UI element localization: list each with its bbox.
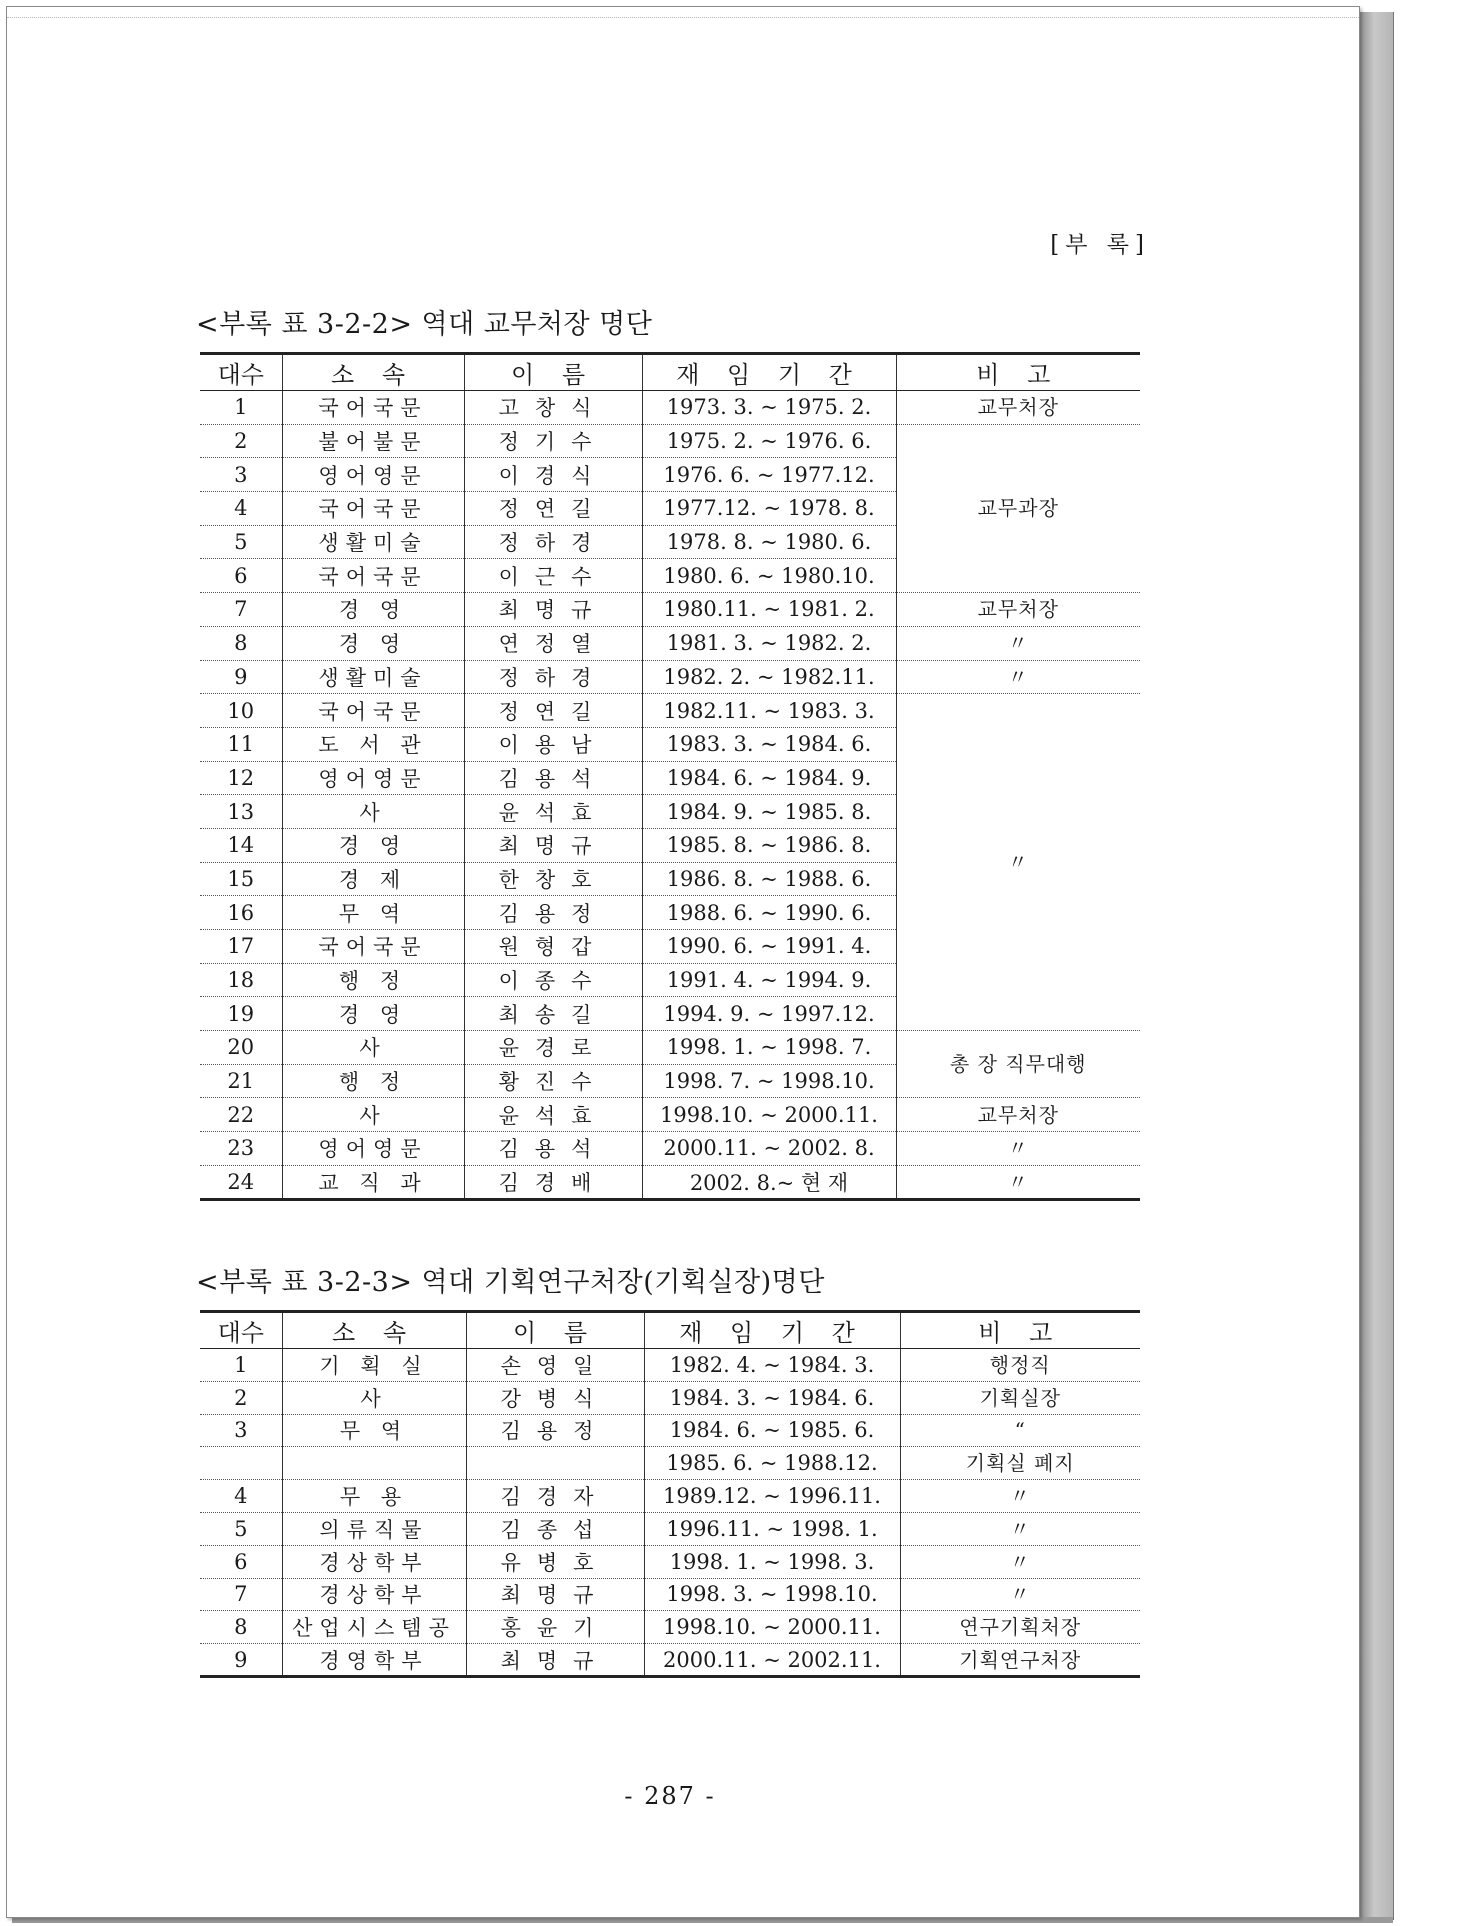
academic-affairs-deans-table xyxy=(200,352,1140,1201)
header-term: 재 임 기 간 xyxy=(642,354,896,391)
cell-term: 1994. 9. ~ 1997.12. xyxy=(642,997,896,1031)
cell-generation: 22 xyxy=(200,1098,282,1132)
cell-term: 1977.12. ~ 1978. 8. xyxy=(642,492,896,526)
cell-affiliation: 국어국문 xyxy=(282,559,464,593)
cell-generation: 23 xyxy=(200,1132,282,1166)
table-row xyxy=(200,660,1140,694)
cell-name: 이종수 xyxy=(464,963,642,997)
cell-term: 1996.11. ~ 1998. 1. xyxy=(644,1512,900,1545)
table-title-planning-research: <부록 표 3-2-3> 역대 기획연구처장(기획실장)명단 xyxy=(196,1267,825,1298)
cell-note: 교무과장 xyxy=(896,424,1140,592)
cell-term: 1980. 6. ~ 1980.10. xyxy=(642,559,896,593)
cell-name: 강병식 xyxy=(466,1381,644,1414)
cell-term: 2000.11. ~ 2002.11. xyxy=(644,1644,900,1677)
table-row xyxy=(200,1611,1140,1644)
cell-term: 1984. 9. ~ 1985. 8. xyxy=(642,795,896,829)
cell-affiliation: 경상학부 xyxy=(282,1578,466,1611)
cell-affiliation: 행 정 xyxy=(282,963,464,997)
cell-term: 1989.12. ~ 1996.11. xyxy=(644,1480,900,1513)
cell-generation: 13 xyxy=(200,795,282,829)
cell-term: 2000.11. ~ 2002. 8. xyxy=(642,1132,896,1166)
cell-generation: 15 xyxy=(200,862,282,896)
cell-note: 〃 xyxy=(896,1132,1140,1166)
cell-affiliation: 무 용 xyxy=(282,1480,466,1513)
cell-generation: 2 xyxy=(200,424,282,458)
header-name: 이 름 xyxy=(466,1312,644,1349)
cell-generation: 16 xyxy=(200,896,282,930)
cell-generation: 7 xyxy=(200,1578,282,1611)
table-row xyxy=(200,593,1140,627)
cell-term: 1984. 6. ~ 1984. 9. xyxy=(642,761,896,795)
appendix-label: [부 록] xyxy=(1050,232,1150,258)
cell-name: 정연길 xyxy=(464,694,642,728)
cell-term: 1975. 2. ~ 1976. 6. xyxy=(642,424,896,458)
cell-name: 유병호 xyxy=(466,1545,644,1578)
cell-affiliation: 경 영 xyxy=(282,828,464,862)
cell-affiliation: 사 xyxy=(282,795,464,829)
cell-term: 1998. 1. ~ 1998. 7. xyxy=(642,1031,896,1065)
cell-name: 정하경 xyxy=(464,525,642,559)
cell-note: 기획실 폐지 xyxy=(900,1447,1140,1480)
cell-name: 김용석 xyxy=(464,761,642,795)
cell-note: 교무처장 xyxy=(896,1098,1140,1132)
cell-affiliation: 불어불문 xyxy=(282,424,464,458)
cell-note: 〃 xyxy=(896,660,1140,694)
table-row xyxy=(200,626,1140,660)
cell-generation: 11 xyxy=(200,727,282,761)
cell-affiliation: 도 서 관 xyxy=(282,727,464,761)
header-note: 비 고 xyxy=(896,354,1140,391)
cell-term: 1998.10. ~ 2000.11. xyxy=(644,1611,900,1644)
cell-note: 〃 xyxy=(896,1165,1140,1199)
cell-generation: 8 xyxy=(200,1611,282,1644)
cell-name: 최명규 xyxy=(466,1578,644,1611)
cell-note: 기획연구처장 xyxy=(900,1644,1140,1677)
cell-generation: 12 xyxy=(200,761,282,795)
cell-generation xyxy=(200,1447,282,1480)
header-name: 이 름 xyxy=(464,354,642,391)
cell-affiliation: 경 영 xyxy=(282,626,464,660)
table-header-row xyxy=(200,1312,1140,1349)
cell-name xyxy=(466,1447,644,1480)
cell-generation: 10 xyxy=(200,694,282,728)
cell-term: 1998. 7. ~ 1998.10. xyxy=(642,1064,896,1098)
cell-affiliation: 경 영 xyxy=(282,997,464,1031)
header-generation: 대수 xyxy=(200,354,282,391)
cell-note: 행정직 xyxy=(900,1349,1140,1382)
cell-generation: 6 xyxy=(200,559,282,593)
cell-affiliation: 교 직 과 xyxy=(282,1165,464,1199)
page-number: - 287 - xyxy=(624,1782,716,1810)
cell-affiliation: 무 역 xyxy=(282,896,464,930)
cell-generation: 8 xyxy=(200,626,282,660)
cell-term: 1978. 8. ~ 1980. 6. xyxy=(642,525,896,559)
cell-affiliation: 무 역 xyxy=(282,1414,466,1447)
header-generation: 대수 xyxy=(200,1312,282,1349)
table-row xyxy=(200,694,1140,728)
cell-name: 정연길 xyxy=(464,492,642,526)
table-row xyxy=(200,1578,1140,1611)
table-row xyxy=(200,391,1140,425)
cell-name: 김용정 xyxy=(466,1414,644,1447)
table-row xyxy=(200,1480,1140,1513)
cell-term: 1984. 3. ~ 1984. 6. xyxy=(644,1381,900,1414)
cell-note: 교무처장 xyxy=(896,391,1140,425)
cell-name: 정하경 xyxy=(464,660,642,694)
table-row xyxy=(200,1165,1140,1199)
cell-generation: 19 xyxy=(200,997,282,1031)
cell-generation: 5 xyxy=(200,1512,282,1545)
cell-affiliation: 기 획 실 xyxy=(282,1349,466,1382)
cell-term: 1998. 3. ~ 1998.10. xyxy=(644,1578,900,1611)
cell-name: 최송길 xyxy=(464,997,642,1031)
header-term: 재 임 기 간 xyxy=(644,1312,900,1349)
cell-affiliation: 영어영문 xyxy=(282,458,464,492)
cell-name: 김용석 xyxy=(464,1132,642,1166)
cell-generation: 24 xyxy=(200,1165,282,1199)
cell-note: 교무처장 xyxy=(896,593,1140,627)
cell-name: 연정열 xyxy=(464,626,642,660)
cell-term: 1998.10. ~ 2000.11. xyxy=(642,1098,896,1132)
cell-name: 고창식 xyxy=(464,391,642,425)
table-row xyxy=(200,424,1140,458)
cell-note: 연구기획처장 xyxy=(900,1611,1140,1644)
cell-generation: 3 xyxy=(200,458,282,492)
cell-generation: 21 xyxy=(200,1064,282,1098)
cell-generation: 17 xyxy=(200,930,282,964)
cell-term: 1988. 6. ~ 1990. 6. xyxy=(642,896,896,930)
cell-affiliation: 국어국문 xyxy=(282,694,464,728)
cell-term: 1976. 6. ~ 1977.12. xyxy=(642,458,896,492)
cell-term: 1998. 1. ~ 1998. 3. xyxy=(644,1545,900,1578)
cell-note: 〃 xyxy=(900,1578,1140,1611)
cell-term: 1990. 6. ~ 1991. 4. xyxy=(642,930,896,964)
cell-term: 1982. 2. ~ 1982.11. xyxy=(642,660,896,694)
cell-affiliation: 생활미술 xyxy=(282,525,464,559)
cell-name: 김경배 xyxy=(464,1165,642,1199)
header-affiliation: 소 속 xyxy=(282,1312,466,1349)
cell-note: 기획실장 xyxy=(900,1381,1140,1414)
cell-note: 〃 xyxy=(896,626,1140,660)
cell-name: 원형갑 xyxy=(464,930,642,964)
cell-generation: 5 xyxy=(200,525,282,559)
header-affiliation: 소 속 xyxy=(282,354,464,391)
cell-generation: 7 xyxy=(200,593,282,627)
cell-generation: 1 xyxy=(200,391,282,425)
cell-affiliation: 영어영문 xyxy=(282,761,464,795)
cell-name: 최명규 xyxy=(464,828,642,862)
cell-generation: 6 xyxy=(200,1545,282,1578)
cell-affiliation: 국어국문 xyxy=(282,492,464,526)
cell-affiliation: 경 영 xyxy=(282,593,464,627)
cell-affiliation: 사 xyxy=(282,1098,464,1132)
table-row xyxy=(200,1098,1140,1132)
table-row xyxy=(200,1349,1140,1382)
planning-research-deans-table xyxy=(200,1310,1140,1678)
cell-note: “ xyxy=(900,1414,1140,1447)
table-row xyxy=(200,1381,1140,1414)
table-row xyxy=(200,1545,1140,1578)
table-row xyxy=(200,1512,1140,1545)
cell-name: 홍윤기 xyxy=(466,1611,644,1644)
cell-name: 윤석효 xyxy=(464,795,642,829)
cell-term: 1982. 4. ~ 1984. 3. xyxy=(644,1349,900,1382)
cell-note: 〃 xyxy=(896,694,1140,1031)
cell-affiliation: 국어국문 xyxy=(282,391,464,425)
cell-affiliation: 의류직물 xyxy=(282,1512,466,1545)
cell-term: 1981. 3. ~ 1982. 2. xyxy=(642,626,896,660)
cell-name: 윤경로 xyxy=(464,1031,642,1065)
cell-name: 정기수 xyxy=(464,424,642,458)
table-header-row xyxy=(200,354,1140,391)
cell-generation: 14 xyxy=(200,828,282,862)
top-dotted-edge xyxy=(7,17,1359,18)
cell-generation: 3 xyxy=(200,1414,282,1447)
cell-note: 〃 xyxy=(900,1545,1140,1578)
table-row xyxy=(200,1414,1140,1447)
cell-term: 1982.11. ~ 1983. 3. xyxy=(642,694,896,728)
cell-affiliation: 경상학부 xyxy=(282,1545,466,1578)
cell-term: 1983. 3. ~ 1984. 6. xyxy=(642,727,896,761)
cell-affiliation: 산업시스템공 xyxy=(282,1611,466,1644)
cell-affiliation: 경영학부 xyxy=(282,1644,466,1677)
cell-generation: 9 xyxy=(200,660,282,694)
cell-generation: 9 xyxy=(200,1644,282,1677)
cell-affiliation: 생활미술 xyxy=(282,660,464,694)
cell-name: 이근수 xyxy=(464,559,642,593)
cell-name: 손영일 xyxy=(466,1349,644,1382)
cell-term: 1991. 4. ~ 1994. 9. xyxy=(642,963,896,997)
cell-affiliation: 국어국문 xyxy=(282,930,464,964)
cell-name: 최명규 xyxy=(464,593,642,627)
cell-term: 2002. 8.~ 현 재 xyxy=(642,1165,896,1199)
cell-name: 한창호 xyxy=(464,862,642,896)
cell-name: 이용남 xyxy=(464,727,642,761)
cell-generation: 2 xyxy=(200,1381,282,1414)
cell-note: 총 장 직무대행 xyxy=(896,1031,1140,1098)
cell-name: 김용정 xyxy=(464,896,642,930)
cell-name: 윤석효 xyxy=(464,1098,642,1132)
table-row xyxy=(200,1644,1140,1677)
cell-name: 황진수 xyxy=(464,1064,642,1098)
table-row xyxy=(200,1132,1140,1166)
cell-affiliation: 사 xyxy=(282,1381,466,1414)
cell-generation: 4 xyxy=(200,1480,282,1513)
cell-generation: 1 xyxy=(200,1349,282,1382)
table-title-academic-affairs: <부록 표 3-2-2> 역대 교무처장 명단 xyxy=(196,309,653,340)
cell-term: 1984. 6. ~ 1985. 6. xyxy=(644,1414,900,1447)
table-row xyxy=(200,1447,1140,1480)
page-stack-edge xyxy=(1359,12,1394,1920)
cell-generation: 20 xyxy=(200,1031,282,1065)
cell-name: 이경식 xyxy=(464,458,642,492)
cell-generation: 18 xyxy=(200,963,282,997)
header-note: 비 고 xyxy=(900,1312,1140,1349)
cell-name: 최명규 xyxy=(466,1644,644,1677)
cell-affiliation: 사 xyxy=(282,1031,464,1065)
cell-term: 1986. 8. ~ 1988. 6. xyxy=(642,862,896,896)
cell-generation: 4 xyxy=(200,492,282,526)
cell-term: 1973. 3. ~ 1975. 2. xyxy=(642,391,896,425)
cell-name: 김경자 xyxy=(466,1480,644,1513)
cell-affiliation: 행 정 xyxy=(282,1064,464,1098)
cell-note: 〃 xyxy=(900,1512,1140,1545)
cell-term: 1985. 6. ~ 1988.12. xyxy=(644,1447,900,1480)
cell-term: 1985. 8. ~ 1986. 8. xyxy=(642,828,896,862)
table-row xyxy=(200,1031,1140,1065)
cell-affiliation: 경 제 xyxy=(282,862,464,896)
cell-affiliation xyxy=(282,1447,466,1480)
cell-affiliation: 영어영문 xyxy=(282,1132,464,1166)
cell-name: 김종섭 xyxy=(466,1512,644,1545)
cell-note: 〃 xyxy=(900,1480,1140,1513)
cell-term: 1980.11. ~ 1981. 2. xyxy=(642,593,896,627)
